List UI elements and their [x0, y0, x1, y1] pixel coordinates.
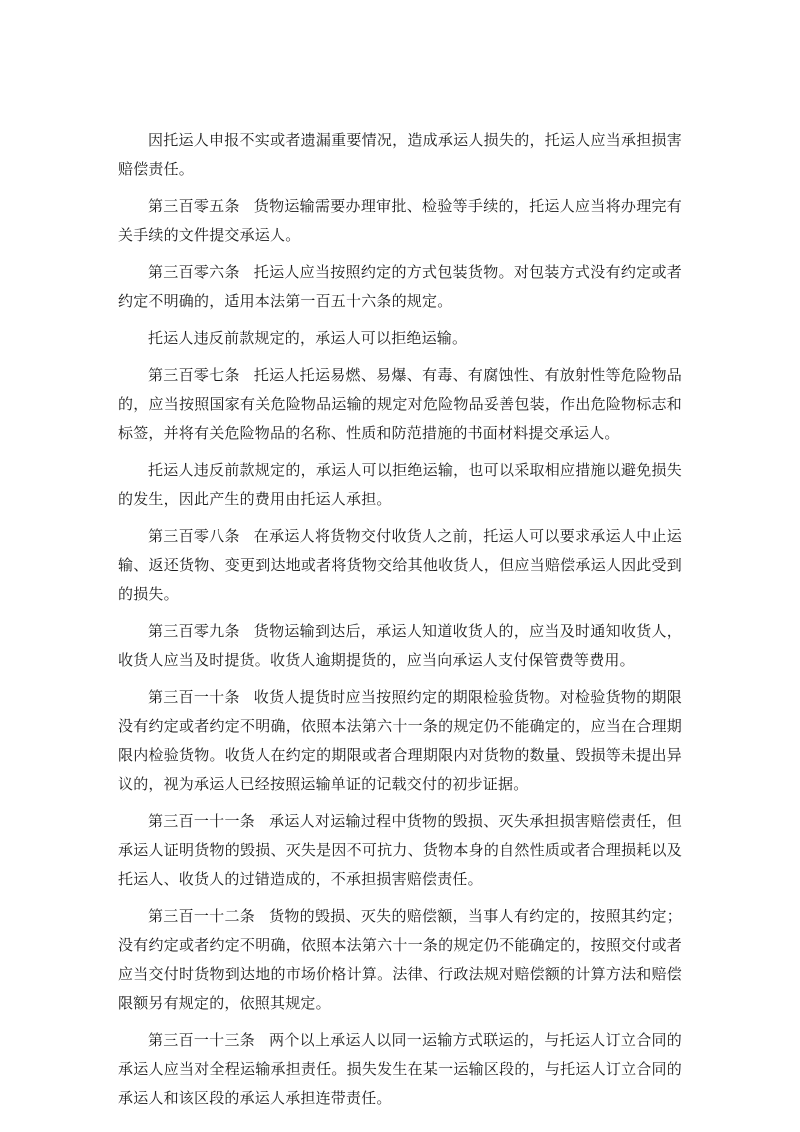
article-number: 第三百一十一条 [148, 812, 256, 830]
paragraph-text: 托运人违反前款规定的，承运人可以拒绝运输，也可以采取相应措施以避免损失的发生，因此产生的费用由托运人承担。 [118, 461, 682, 508]
article-number: 第三百一十三条 [148, 1031, 256, 1049]
article-number: 第三百零六条 [148, 263, 240, 281]
article-number: 第三百一十条 [148, 688, 240, 706]
article-number: 第三百零八条 [148, 527, 240, 545]
article-paragraph [118, 361, 682, 448]
paragraph-text: 货物的毁损、灭失的赔偿额，当事人有约定的，按照其约定；没有约定或者约定不明确，依照本法第六十一条的规定仍不能确定的，按照交付或者应当交付时货物到达地的市场价格计算。法律、行政法规对赔偿额的计算方法和赔偿限额另有规定的，依照其规定。 [118, 907, 682, 1012]
article-paragraph [118, 258, 682, 316]
paragraph-text: 货物运输到达后，承运人知道收货人的，应当及时通知收货人，收货人应当及时提货。收货人逾期提货的，应当向承运人支付保管费等费用。 [118, 622, 682, 669]
paragraph-text: 两个以上承运人以同一运输方式联运的，与托运人订立合同的承运人应当对全程运输承担责任。损失发生在某一运输区段的，与托运人订立合同的承运人和该区段的承运人承担连带责任。 [118, 1031, 682, 1107]
article-paragraph [118, 683, 682, 799]
paragraph-text: 托运人托运易燃、易爆、有毒、有腐蚀性、有放射性等危险物品的，应当按照国家有关危险物品运输的规定对危险物品妥善包装，作出危险物标志和标签，并将有关危险物品的名称、性质和防范措施的书面材料提交承运人。 [118, 366, 682, 442]
paragraph-text: 货物运输需要办理审批、检验等手续的，托运人应当将办理完有关手续的文件提交承运人。 [118, 197, 682, 244]
paragraph-text: 在承运人将货物交付收货人之前，托运人可以要求承运人中止运输、返还货物、变更到达地或者将货物交给其他收货人，但应当赔偿承运人因此受到的损失。 [118, 527, 682, 603]
document-page [118, 126, 682, 1121]
paragraph [118, 324, 682, 353]
article-paragraph [118, 192, 682, 250]
article-paragraph [118, 807, 682, 894]
paragraph-text: 因托运人申报不实或者遗漏重要情况，造成承运人损失的，托运人应当承担损害赔偿责任。 [118, 131, 682, 178]
paragraph-text: 托运人违反前款规定的，承运人可以拒绝运输。 [148, 329, 468, 347]
article-number: 第三百零七条 [148, 366, 240, 384]
paragraph-text: 承运人对运输过程中货物的毁损、灭失承担损害赔偿责任，但承运人证明货物的毁损、灭失是因不可抗力、货物本身的自然性质或者合理损耗以及托运人、收货人的过错造成的，不承担损害赔偿责任。 [118, 812, 682, 888]
article-number: 第三百零九条 [148, 622, 240, 640]
article-number: 第三百一十二条 [148, 907, 256, 925]
article-number: 第三百零五条 [148, 197, 240, 215]
paragraph-text: 收货人提货时应当按照约定的期限检验货物。对检验货物的期限没有约定或者约定不明确，依照本法第六十一条的规定仍不能确定的，应当在合理期限内检验货物。收货人在约定的期限或者合理期限内对货物的数量、毁损等未提出异议的，视为承运人已经按照运输单证的记载交付的初步证据。 [118, 688, 682, 793]
article-paragraph [118, 902, 682, 1018]
article-paragraph [118, 522, 682, 609]
paragraph [118, 126, 682, 184]
article-paragraph [118, 1026, 682, 1113]
paragraph-text: 托运人应当按照约定的方式包装货物。对包装方式没有约定或者约定不明确的，适用本法第一百五十六条的规定。 [118, 263, 682, 310]
paragraph [118, 456, 682, 514]
article-paragraph [118, 617, 682, 675]
